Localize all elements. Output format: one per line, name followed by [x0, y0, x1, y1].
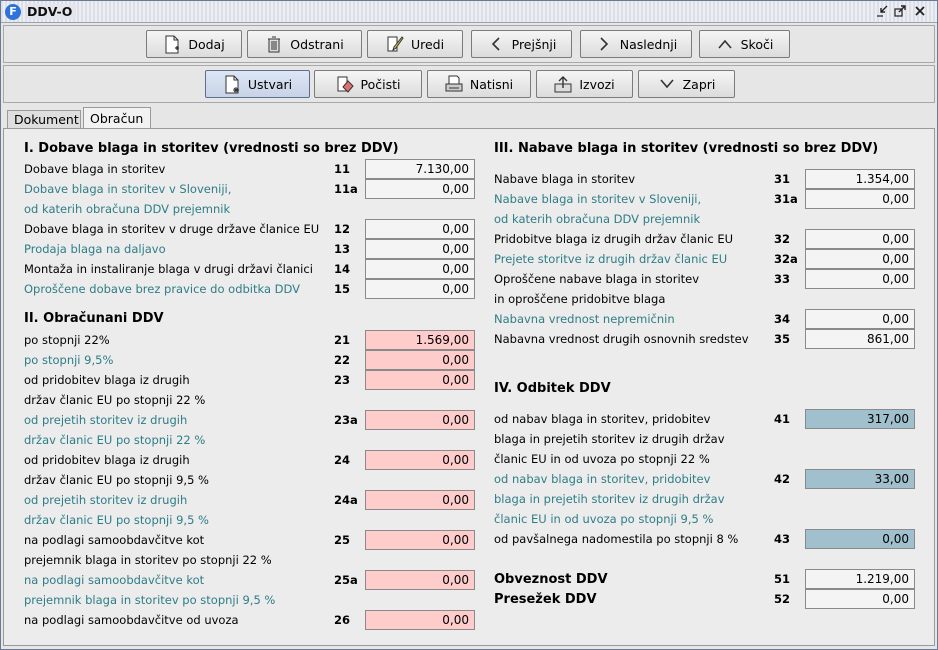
row-11a-value[interactable]: 0,00 — [365, 179, 475, 199]
export-icon — [554, 74, 572, 94]
jump-button-label: Skoči — [740, 36, 774, 52]
row-33-code: 33 — [774, 272, 791, 286]
row-11-code: 11 — [334, 162, 351, 176]
row-41-value[interactable]: 317,00 — [805, 409, 915, 429]
row-25-code: 25 — [334, 533, 351, 547]
window-title: DDV-O — [27, 4, 76, 19]
row-21-code: 21 — [334, 333, 351, 347]
remove-button[interactable] — [247, 30, 362, 58]
row-41-code: 41 — [774, 412, 791, 426]
row-26-label: na podlagi samoobdavčitve od uvoza — [24, 613, 239, 627]
chevron-up-icon — [716, 34, 734, 54]
row-24-label-cont: držav članic EU po stopnji 9,5 % — [24, 473, 209, 487]
section2-title: II. Obračunani DDV — [24, 311, 164, 326]
clear-button-label: Počisti — [360, 76, 401, 92]
row-43-code: 43 — [774, 532, 791, 546]
row-15-value[interactable]: 0,00 — [365, 279, 475, 299]
row-12-value[interactable]: 0,00 — [365, 219, 475, 239]
row-23a-value[interactable]: 0,00 — [365, 410, 475, 430]
row-12-code: 12 — [334, 222, 351, 236]
row-33-value[interactable]: 0,00 — [805, 269, 915, 289]
row-11a-label: Dobave blaga in storitev v Sloveniji, — [24, 182, 232, 196]
create-button[interactable] — [205, 70, 310, 98]
row-35-value[interactable]: 861,00 — [805, 329, 915, 349]
row-24a-label: od prejetih storitev iz drugih — [24, 493, 188, 507]
printer-icon — [445, 74, 463, 94]
row-43-label: od pavšalnega nadomestila po stopnji 8 % — [494, 532, 739, 546]
close-button[interactable] — [638, 70, 735, 98]
row-26-code: 26 — [334, 613, 351, 627]
row-51-value[interactable]: 1.219,00 — [805, 569, 915, 589]
row-15-label: Oproščene dobave brez pravice do odbitka DDV — [24, 282, 301, 296]
clear-button[interactable] — [314, 70, 422, 98]
row-25-label: na podlagi samoobdavčitve kot — [24, 533, 205, 547]
record-toolbar — [3, 25, 935, 63]
row-11-value[interactable]: 7.130,00 — [365, 159, 475, 179]
add-button-label: Dodaj — [188, 36, 225, 52]
row-21-value[interactable]: 1.569,00 — [365, 330, 475, 350]
maximize-icon[interactable] — [893, 5, 907, 19]
row-42-label: od nabav blaga in storitev, pridobitev — [494, 472, 711, 486]
section4-title: IV. Odbitek DDV — [494, 381, 611, 396]
row-31-value[interactable]: 1.354,00 — [805, 169, 915, 189]
next-button[interactable] — [580, 30, 692, 58]
previous-button-label: Prejšnji — [511, 36, 557, 52]
row-25a-code: 25a — [334, 573, 358, 587]
row-11a-code: 11a — [334, 182, 358, 196]
row-23-value[interactable]: 0,00 — [365, 370, 475, 390]
row-25a-label: na podlagi samoobdavčitve kot — [24, 573, 205, 587]
obracun-panel — [3, 128, 935, 646]
row-22-value[interactable]: 0,00 — [365, 350, 475, 370]
pencil-icon — [386, 34, 404, 54]
row-42-label-cont2: članic EU in od uvoza po stopnji 9,5 % — [494, 512, 714, 526]
row-13-label: Prodaja blaga na daljavo — [24, 242, 166, 256]
row-32a-code: 32a — [774, 252, 798, 266]
add-button[interactable] — [146, 30, 242, 58]
row-22-code: 22 — [334, 353, 351, 367]
row-24-value[interactable]: 0,00 — [365, 450, 475, 470]
close-icon[interactable] — [913, 5, 927, 19]
row-41-label-cont2: članic EU in od uvoza po stopnji 22 % — [494, 452, 710, 466]
row-12-label: Dobave blaga in storitev v druge države članice EU — [24, 222, 320, 236]
row-35-code: 35 — [774, 332, 791, 346]
row-23-label-cont: držav članic EU po stopnji 22 % — [24, 393, 206, 407]
row-13-value[interactable]: 0,00 — [365, 239, 475, 259]
row-41-label: od nabav blaga in storitev, pridobitev — [494, 412, 711, 426]
row-14-value[interactable]: 0,00 — [365, 259, 475, 279]
row-32a-value[interactable]: 0,00 — [805, 249, 915, 269]
chevron-left-icon — [487, 34, 505, 54]
row-25-label-cont: prejemnik blaga in storitev po stopnji 22 % — [24, 553, 272, 567]
export-button[interactable] — [536, 70, 633, 98]
row-32-code: 32 — [774, 232, 791, 246]
row-24-label: od pridobitev blaga iz drugih — [24, 453, 190, 467]
edit-button[interactable] — [367, 30, 463, 58]
chevron-right-icon — [595, 34, 613, 54]
row-24-code: 24 — [334, 453, 351, 467]
row-51-code: 51 — [774, 572, 791, 586]
row-23-label: od pridobitev blaga iz drugih — [24, 373, 190, 387]
row-42-value[interactable]: 33,00 — [805, 469, 915, 489]
title-bar — [1, 1, 937, 23]
row-24a-value[interactable]: 0,00 — [365, 490, 475, 510]
row-32-value[interactable]: 0,00 — [805, 229, 915, 249]
edit-button-label: Uredi — [410, 36, 445, 52]
row-23a-code: 23a — [334, 413, 358, 427]
row-42-code: 42 — [774, 472, 791, 486]
document-new-icon — [223, 74, 241, 94]
row-42-label-cont1: blaga in prejetih storitev iz drugih držav — [494, 492, 725, 506]
row-25-value[interactable]: 0,00 — [365, 530, 475, 550]
row-31a-code: 31a — [774, 192, 798, 206]
tab-dokument[interactable]: Dokument — [7, 110, 81, 129]
row-33-label: Oproščene nabave blaga in storitev — [494, 272, 700, 286]
row-31-label: Nabave blaga in storitev — [494, 172, 636, 186]
action-toolbar — [3, 65, 935, 103]
print-button[interactable] — [427, 70, 531, 98]
row-14-label: Montaža in instaliranje blaga v drugi državi članici — [24, 262, 313, 276]
row-34-label: Nabavna vrednost nepremičnin — [494, 312, 675, 326]
section3-title: III. Nabave blaga in storitev (vrednosti so brez DDV) — [494, 141, 879, 156]
tab-obracun[interactable]: Obračun — [83, 107, 151, 129]
close-button-label: Zapri — [682, 76, 716, 92]
row-31a-label: Nabave blaga in storitev v Sloveniji, — [494, 192, 702, 206]
row-51-label: Obveznost DDV — [494, 572, 608, 587]
export-button-label: Izvozi — [579, 76, 615, 92]
row-14-code: 14 — [334, 262, 351, 276]
print-button-label: Natisni — [469, 76, 514, 92]
row-33-label-cont: in oproščene pridobitve blaga — [494, 292, 666, 306]
remove-button-label: Odstrani — [290, 36, 344, 52]
create-button-label: Ustvari — [247, 76, 293, 92]
row-24a-code: 24a — [334, 493, 358, 507]
row-15-code: 15 — [334, 282, 351, 296]
row-52-code: 52 — [774, 592, 791, 606]
previous-button[interactable] — [471, 30, 572, 58]
row-21-label: po stopnji 22% — [24, 333, 110, 347]
minimize-icon[interactable] — [875, 5, 889, 19]
row-23-code: 23 — [334, 373, 351, 387]
row-31a-label-cont: od katerih obračuna DDV prejemnik — [494, 212, 701, 226]
row-52-value[interactable]: 0,00 — [805, 589, 915, 609]
row-26-value[interactable]: 0,00 — [365, 610, 475, 630]
tab-bar — [3, 107, 935, 129]
document-add-icon — [163, 34, 181, 54]
chevron-down-icon — [658, 74, 676, 94]
jump-button[interactable] — [699, 30, 790, 58]
row-22-label: po stopnji 9,5% — [24, 353, 114, 367]
row-43-value[interactable]: 0,00 — [805, 529, 915, 549]
row-23a-label: od prejetih storitev iz drugih — [24, 413, 188, 427]
row-32-label: Pridobitve blaga iz drugih držav članic EU — [494, 232, 734, 246]
eraser-icon — [336, 74, 354, 94]
row-31a-value[interactable]: 0,00 — [805, 189, 915, 209]
row-52-label: Presežek DDV — [494, 592, 597, 607]
row-23a-label-cont: držav članic EU po stopnji 22 % — [24, 433, 206, 447]
row-13-code: 13 — [334, 242, 351, 256]
row-25a-label-cont: prejemnik blaga in storitev po stopnji 9,5 % — [24, 593, 276, 607]
trash-icon — [265, 34, 283, 54]
row-25a-value[interactable]: 0,00 — [365, 570, 475, 590]
row-41-label-cont1: blaga in prejetih storitev iz drugih držav — [494, 432, 725, 446]
row-35-label: Nabavna vrednost drugih osnovnih sredstev — [494, 332, 749, 346]
row-24a-label-cont: držav članic EU po stopnji 9,5 % — [24, 513, 209, 527]
row-34-code: 34 — [774, 312, 791, 326]
next-button-label: Naslednji — [619, 36, 678, 52]
app-logo-icon: F — [5, 4, 21, 20]
row-11a-label-cont: od katerih obračuna DDV prejemnik — [24, 202, 231, 216]
section1-title: I. Dobave blaga in storitev (vrednosti so brez DDV) — [24, 141, 399, 156]
row-31-code: 31 — [774, 172, 791, 186]
row-34-value[interactable]: 0,00 — [805, 309, 915, 329]
row-32a-label: Prejete storitve iz drugih držav članic EU — [494, 252, 728, 266]
row-11-label: Dobave blaga in storitev — [24, 162, 166, 176]
